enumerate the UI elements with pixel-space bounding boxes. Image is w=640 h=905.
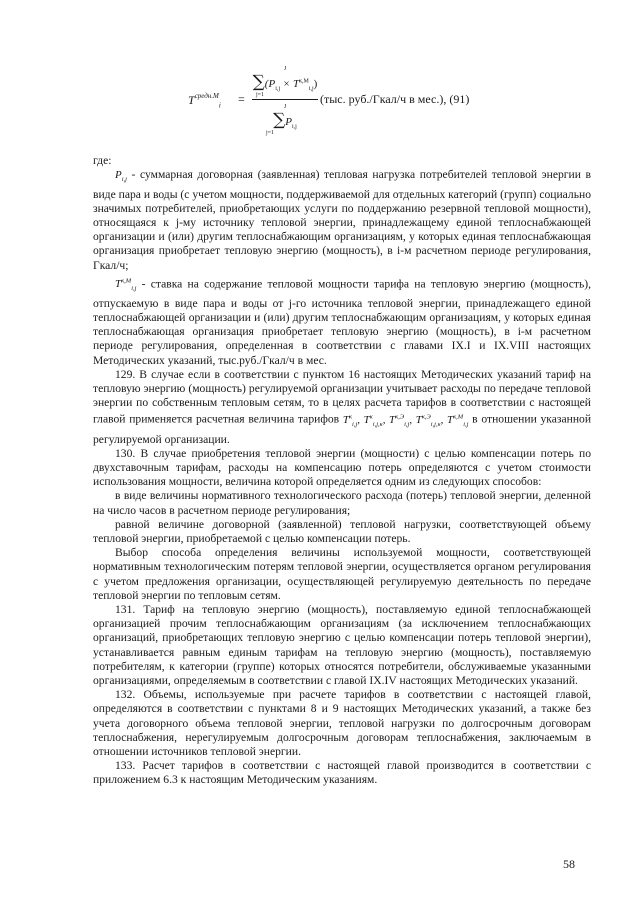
paragraph-130-option-a: в виде величины нормативного технологического расхода (потерь) тепловой энергии, деленной на число часов в расчетном периоде регулирования; [93, 489, 591, 517]
paragraph-131: 131. Тариф на тепловую энергию (мощность), поставляемую единой теплоснабжающей организацией прочим теплоснабжающим организациям (за исключением теплоснабжающих организаций, приобретающих тепловую энергию с целью компенсации потерь тепловой энергии), устанавливается равным единым тарифам на тепловую энергию (мощность), поставляемую потребителям, к категории (группе) которых относятся потребители, обслуживаемые указанными организациями, определяемым в соответствии с главой IX.IV настоящих Методических указаний. [93, 602, 591, 687]
formula-units: (тыс. руб./Гкал/ч в мес.), (91) [320, 92, 470, 106]
definition-p: $P_{i,j}$ - суммарная договорная (заявленная) тепловая нагрузка потребителей тепловой энергии в виде пара и воды (с учетом мощности, поддерживаемой для отдельных категорий (групп) социально значимых потребителей, приобретающих услуги по поддержанию резервной тепловой мощности), относящаяся к j-му источнику тепловой энергии, принадлежащему единой теплоснабжающей организации и (или) другим теплоснабжающим организациям, у которых единая теплоснабжающая организация приобретает тепловую энергию (мощность), в i-м расчетном периоде регулирования, Гкал/ч; [93, 168, 591, 272]
paragraph-130-choice: Выбор способа определения величины используемой мощности, соответствующей нормативным технологическим потерям тепловой энергии, осуществляется органом регулирования с учетом предложения организации, осуществляющей регулируемую деятельность по передаче тепловой энергии по тепловым сетям. [93, 546, 591, 602]
paragraph-132: 132. Объемы, используемые при расчете тарифов в соответствии с настоящей главой, определяются в соответствии с пунктами 8 и 9 настоящих Методических указаний, а также без учета договорного объема тепловой энергии, тепловой нагрузки по долгосрочным договорам теплоснабжения, нерегулируемым долгосрочным договорам теплоснабжения, заключаемым в отношении источников тепловой энергии. [93, 688, 591, 758]
paragraph-130-option-b: равной величине договорной (заявленной) тепловой нагрузки, соответствующей объему тепловой энергии, приобретаемой с целью компенсации потерь. [93, 517, 591, 545]
formula-numerator: J $\sum(P_{i,j} \times T^{к,М}_{i,j})$ j=1 [252, 66, 318, 99]
where-label: где: [93, 154, 112, 167]
formula-equals: = [238, 92, 245, 106]
body-text [93, 154, 591, 788]
formula-fraction [252, 62, 318, 140]
fraction-bar [252, 99, 318, 100]
formula-denominator: J $\sum P_{i,j}$ j=1 [266, 104, 297, 137]
formula-lhs: $T^{средн.М}_i$ [188, 92, 221, 110]
paragraph-129: 129. В случае если в соответствии с пунктом 16 настоящих Методических указаний тариф на тепловую энергию (мощность) регулируемой организации учитывает расходы по передаче тепловой энергии по собственным тепловым сетям, то в целях расчета тарифов в соответствии с настоящей главой применяется расчетная величина тарифов $T^к_{i,j}$, $T^к_{i,j,к}$, $T^{к,Э}_{i,j}$, $T^{к,Э}_{i,j,к}$, $T^{к,М}_{i,j}$ в отношении указанной регулируемой организации. [93, 367, 592, 446]
paragraph-130: 130. В случае приобретения тепловой энергии (мощности) с целью компенсации потерь по двухставочным тарифам, расходы на компенсацию потерь определяются с учетом стоимости использования мощности, величина которой определяется одним из следующих способов: [93, 446, 591, 489]
page-number: 58 [563, 857, 575, 871]
formula-91 [178, 62, 578, 140]
definition-t: $T^{к,М}_{i,j}$ - ставка на содержание тепловой мощности тарифа на тепловую энергию (мощность), отпускаемую в виде пара и воды от j-го источника тепловой энергии, принадлежащего единой теплоснабжающей организации и (или) другим теплоснабжающим организациям, у которых единая теплоснабжающая организация приобретает тепловую энергию (мощность), в i-м расчетном периоде регулирования, определенная в соответствии с главами IX.I и IX.VIII настоящих Методических указаний, тыс.руб./Гкал/ч в мес. [93, 277, 591, 367]
paragraph-133: 133. Расчет тарифов в соответствии с настоящей главой производится в соответствии с приложением 6.3 к настоящим Методическим указаниям. [93, 759, 591, 787]
